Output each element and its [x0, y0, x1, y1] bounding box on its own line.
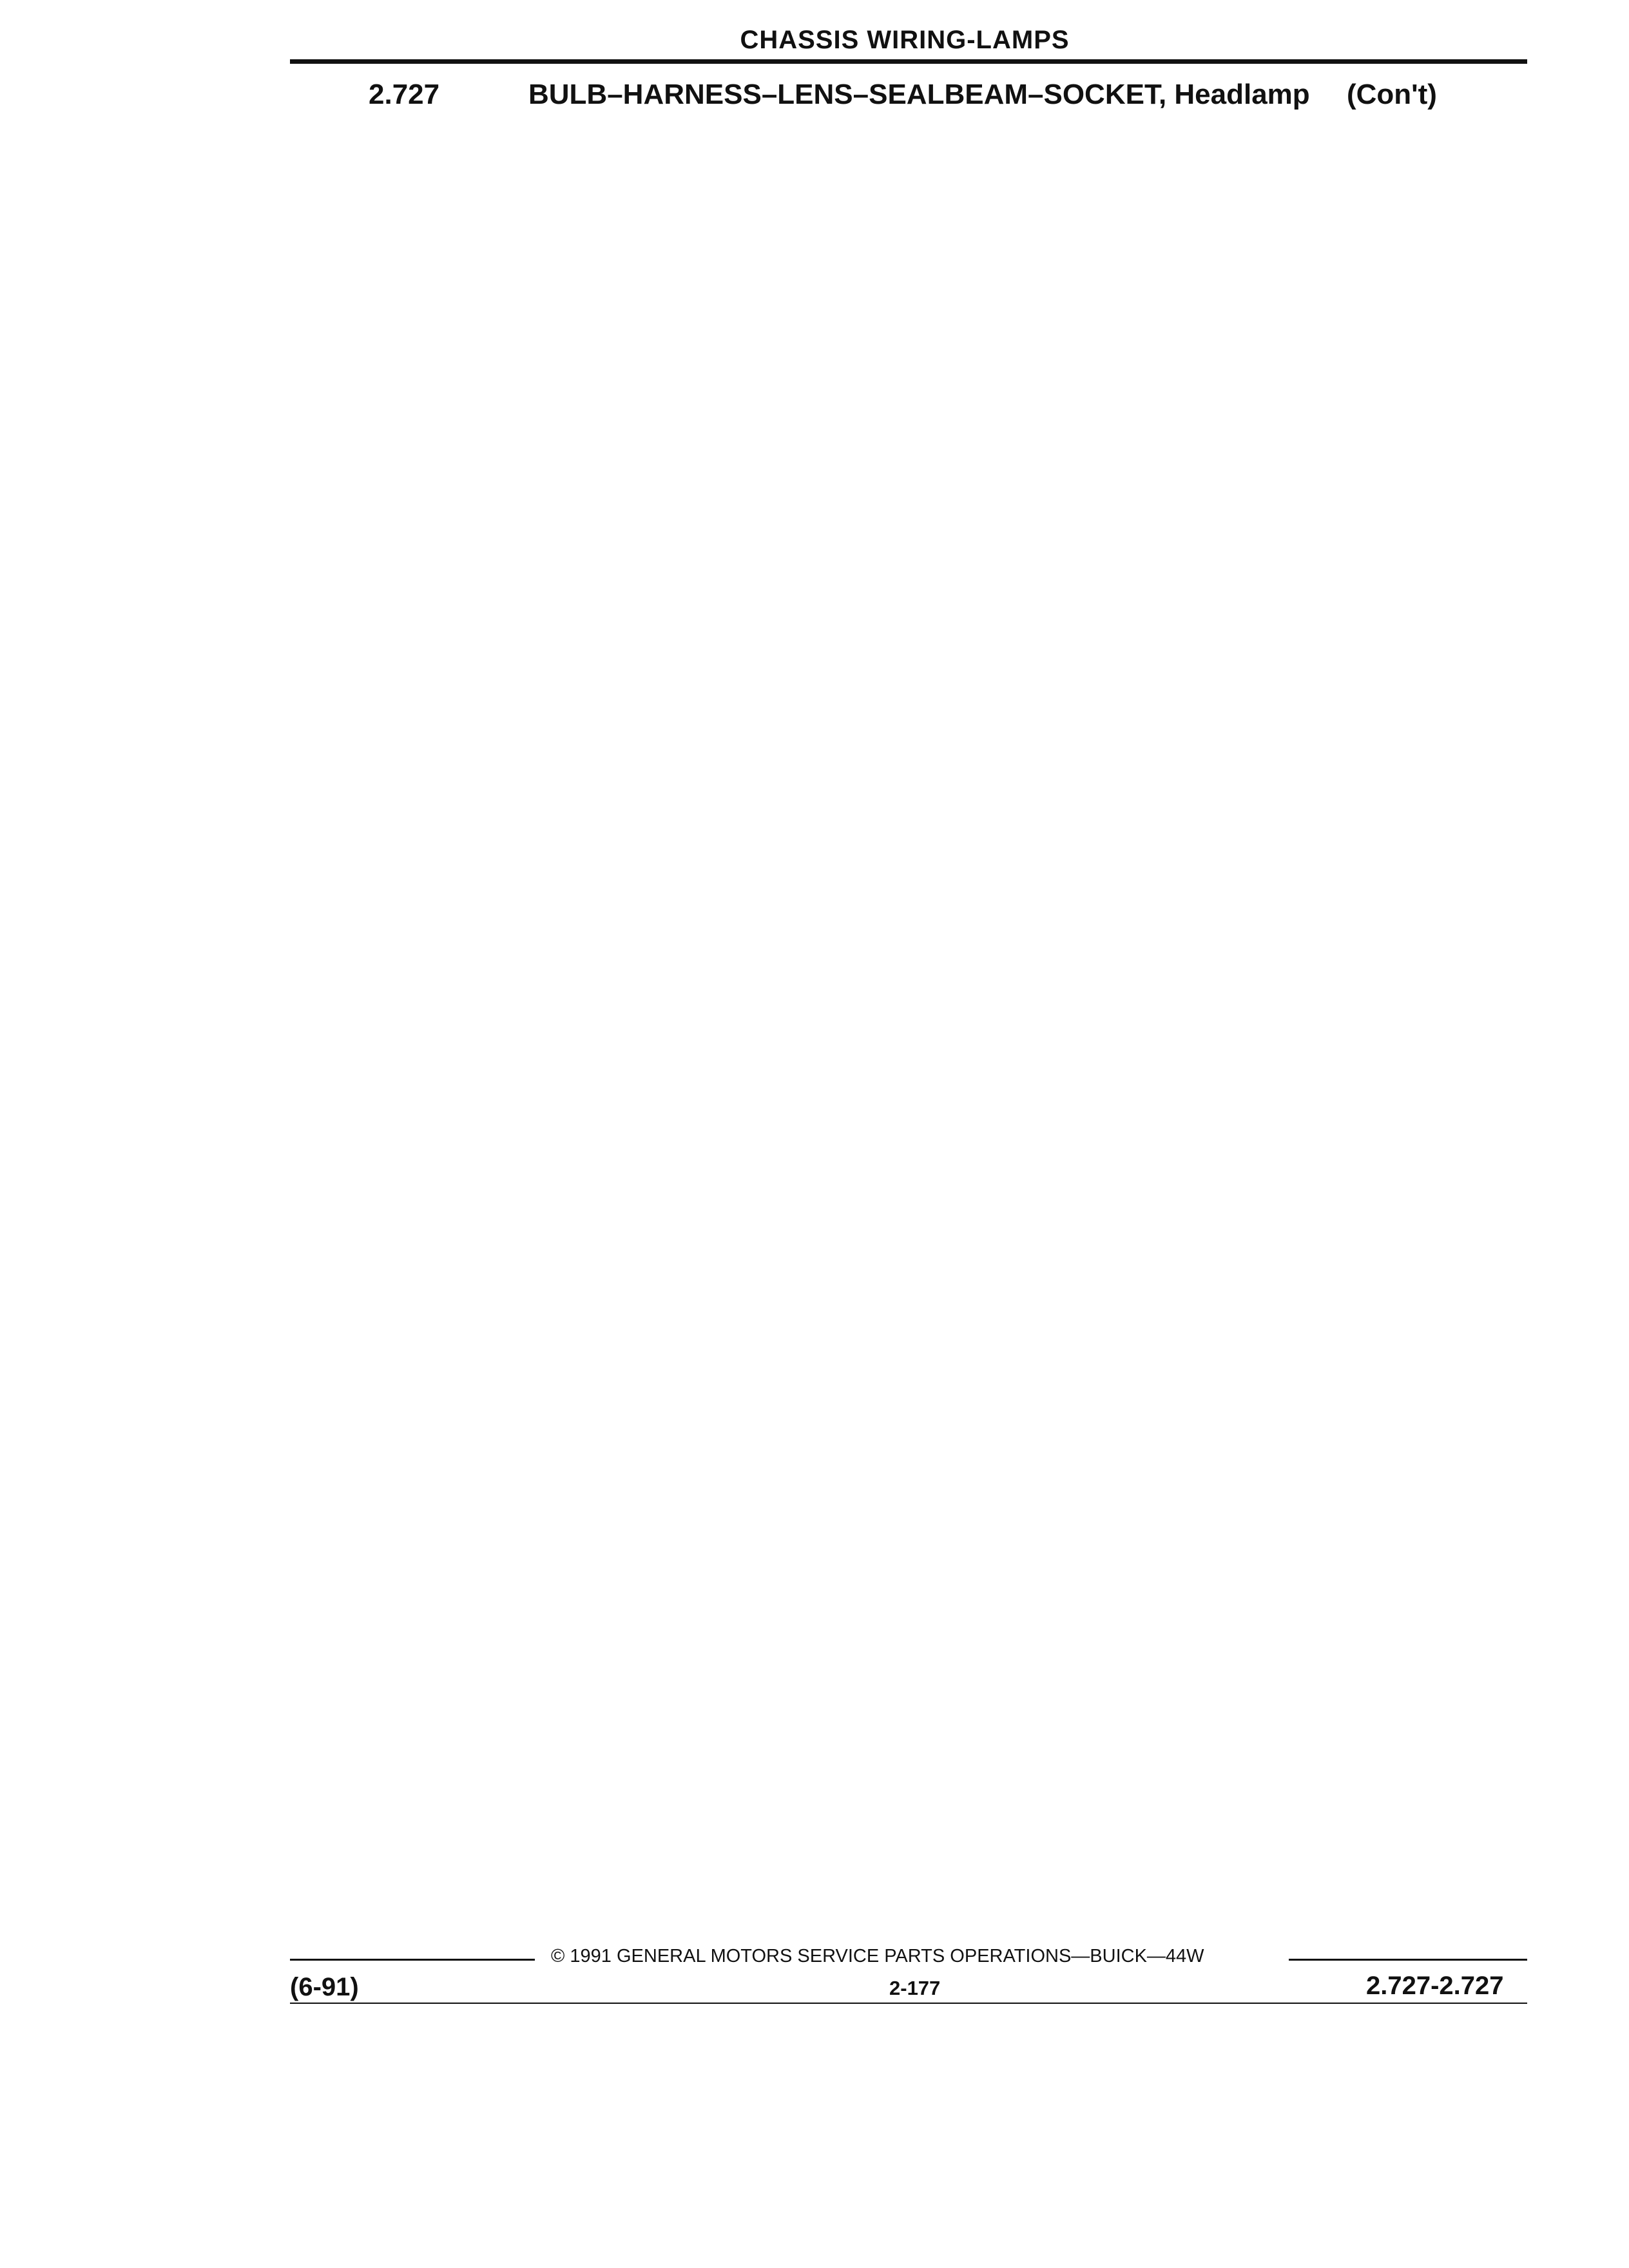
footer-bottom-rule [290, 2003, 1527, 2004]
copyright-notice: © 1991 GENERAL MOTORS SERVICE PARTS OPERATIONS—BUICK—44W [551, 1946, 1204, 1966]
footer-rule-right [1289, 1959, 1527, 1961]
page-number: 2-177 [889, 1977, 941, 1999]
continued-label: (Con't) [1347, 79, 1437, 110]
section-title: BULB–HARNESS–LENS–SEALBEAM–SOCKET, Headlamp [528, 79, 1310, 110]
section-reference: 2.727-2.727 [1366, 1972, 1504, 2000]
page-title: CHASSIS WIRING-LAMPS [740, 26, 1070, 54]
footer-rule-left [290, 1959, 535, 1961]
section-number: 2.727 [369, 79, 440, 110]
revision-date: (6-91) [290, 1973, 359, 2001]
